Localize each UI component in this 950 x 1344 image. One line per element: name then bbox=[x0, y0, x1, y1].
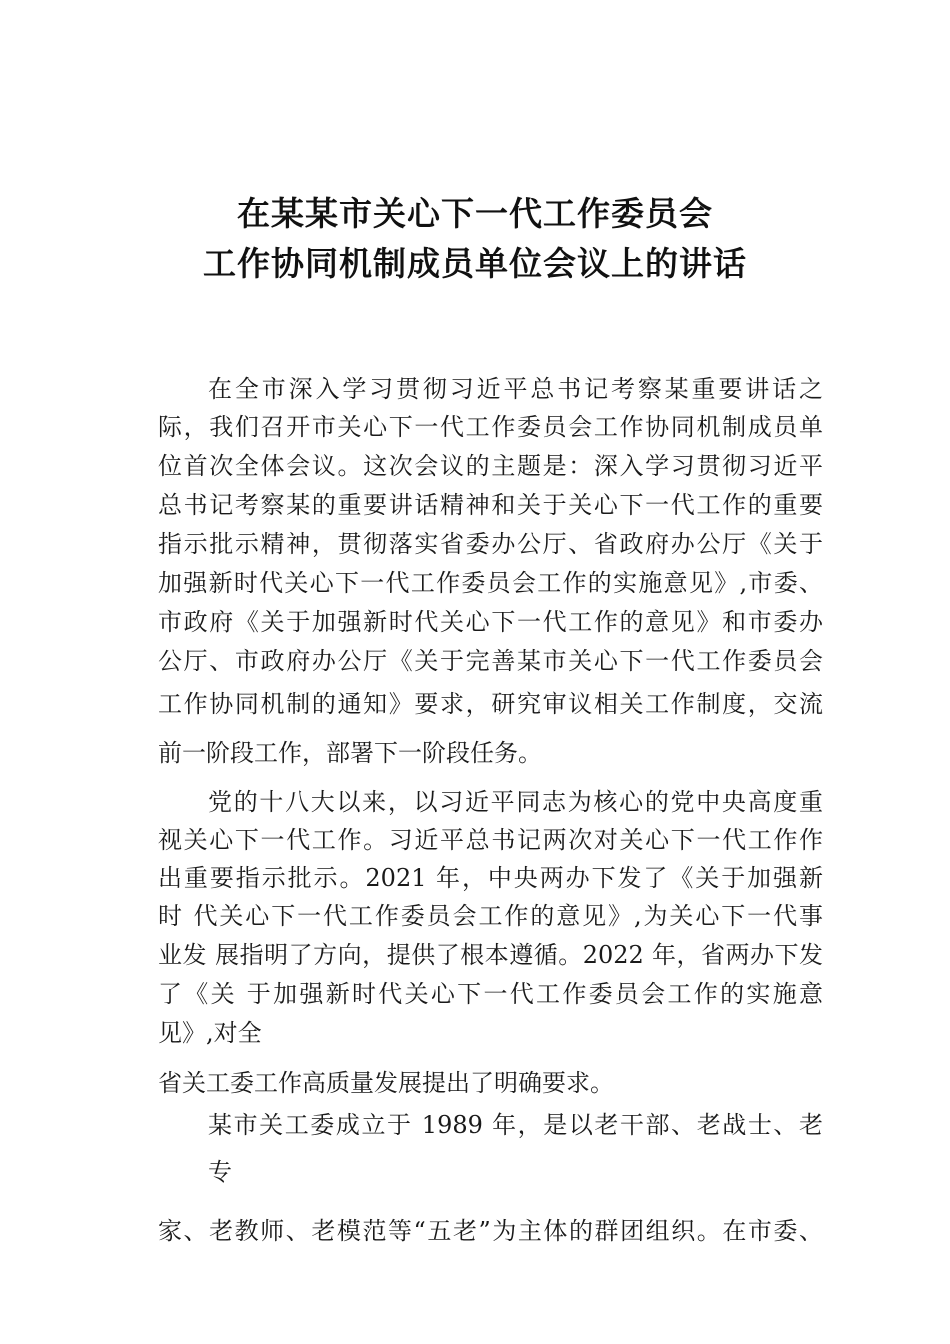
body-line: 工作协同机制的通知》要求，研究审议相关工作制度，交流 bbox=[158, 690, 823, 718]
body-line: 公厅、市政府办公厅《关于完善某市关心下一代工作委员会 bbox=[158, 647, 823, 675]
body-line: 总书记考察某的重要讲话精神和关于关心下一代工作的重要 bbox=[158, 491, 823, 519]
body-line: 加强新时代关心下一代工作委员会工作的实施意见》,市委、 bbox=[158, 569, 823, 597]
body-line: 指示批示精神，贯彻落实省委办公厅、省政府办公厅《关于 bbox=[158, 530, 823, 558]
body-line: 业发 展指明了方向，提供了根本遵循。2022 年，省两办下发 bbox=[158, 941, 823, 969]
body-line: 前一阶段工作，部署下一阶段任务。 bbox=[158, 739, 542, 767]
document-title-line-1: 在某某市关心下一代工作委员会 bbox=[237, 194, 713, 233]
body-line: 时 代关心下一代工作委员会工作的意见》,为关心下一代事 bbox=[158, 902, 823, 930]
body-line: 专 bbox=[208, 1158, 232, 1186]
body-line: 省关工委工作高质量发展提出了明确要求。 bbox=[158, 1069, 614, 1097]
body-line: 在全市深入学习贯彻习近平总书记考察某重要讲话之 bbox=[208, 375, 823, 403]
body-line: 党的十八大以来，以习近平同志为核心的党中央高度重 bbox=[208, 788, 823, 816]
body-line: 家、老教师、老模范等“五老”为主体的群团组织。在市委、 bbox=[158, 1217, 823, 1245]
body-line: 际，我们召开市关心下一代工作委员会工作协同机制成员单 bbox=[158, 413, 823, 441]
body-line: 见》,对全 bbox=[158, 1019, 262, 1047]
body-line: 位首次全体会议。这次会议的主题是：深入学习贯彻习近平 bbox=[158, 452, 823, 480]
body-line: 了《关 于加强新时代关心下一代工作委员会工作的实施意 bbox=[158, 980, 823, 1008]
document-title-line-2: 工作协同机制成员单位会议上的讲话 bbox=[203, 244, 747, 283]
body-line: 市政府《关于加强新时代关心下一代工作的意见》和市委办 bbox=[158, 608, 823, 636]
body-line: 视关心下一代工作。习近平总书记两次对关心下一代工作作 bbox=[158, 826, 823, 854]
body-line: 某市关工委成立于 1989 年，是以老干部、老战士、老 bbox=[208, 1111, 823, 1139]
body-line: 出重要指示批示。2021 年，中央两办下发了《关于加强新 bbox=[158, 864, 823, 892]
